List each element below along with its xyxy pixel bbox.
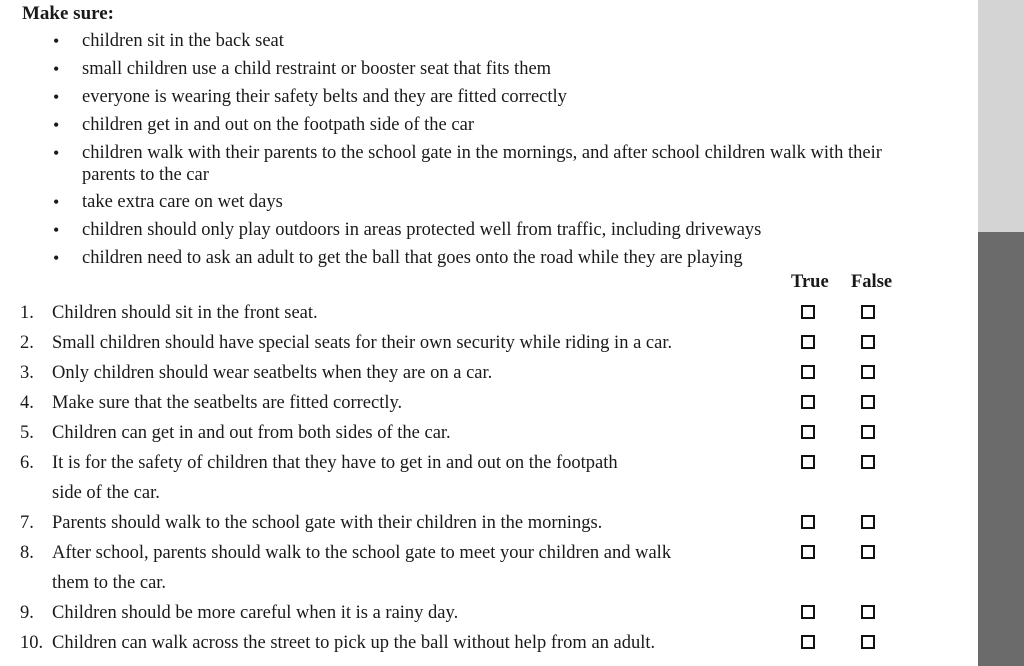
question-text: Children can get in and out from both sides of the car. (52, 423, 451, 443)
question-text-continued: side of the car. (52, 483, 160, 503)
question-text-continued: them to the car. (52, 573, 167, 593)
bullet-item: • everyone is wearing their safety belts and they are fitted correctly (82, 86, 932, 108)
question-number: 8. (20, 543, 34, 563)
false-checkbox[interactable] (861, 395, 875, 409)
question-text: Parents should walk to the school gate with their children in the mornings. (52, 513, 603, 533)
question-number: 3. (20, 363, 34, 383)
question-text: Children should be more careful when it is a rainy day. (52, 603, 459, 623)
false-checkbox[interactable] (861, 335, 875, 349)
bullet-item: • children walk with their parents to the school gate in the mornings, and after school children walk with their parents to the car (82, 142, 932, 186)
true-checkbox[interactable] (801, 425, 815, 439)
true-checkbox[interactable] (801, 395, 815, 409)
false-checkbox[interactable] (861, 365, 875, 379)
bullet-item: • children should only play outdoors in areas protected well from traffic, including driveways (82, 219, 932, 241)
false-checkbox[interactable] (861, 305, 875, 319)
false-checkbox[interactable] (861, 545, 875, 559)
false-checkbox[interactable] (861, 425, 875, 439)
false-column-header: False (851, 272, 893, 292)
page-heading: Make sure: (22, 3, 114, 24)
false-checkbox[interactable] (861, 635, 875, 649)
true-column-header: True (791, 272, 829, 292)
true-checkbox[interactable] (801, 335, 815, 349)
false-checkbox[interactable] (861, 605, 875, 619)
question-text: Children can walk across the street to pick up the ball without help from an adult. (52, 633, 656, 653)
true-checkbox[interactable] (801, 455, 815, 469)
vertical-scrollbar[interactable] (978, 0, 1024, 666)
bullet-item: • small children use a child restraint or booster seat that fits them (82, 58, 932, 80)
bullet-item: • children get in and out on the footpath side of the car (82, 114, 932, 136)
question-number: 2. (20, 333, 34, 353)
question-number: 7. (20, 513, 34, 533)
question-text: Make sure that the seatbelts are fitted correctly. (52, 393, 403, 413)
false-checkbox[interactable] (861, 515, 875, 529)
bullet-item: • children sit in the back seat (82, 30, 932, 52)
question-number: 1. (20, 303, 34, 323)
question-text: Only children should wear seatbelts when they are on a car. (52, 363, 493, 383)
question-number: 10. (20, 633, 44, 653)
true-checkbox[interactable] (801, 365, 815, 379)
question-text: Small children should have special seats for their own security while riding in a car. (52, 333, 673, 353)
scrollbar-thumb[interactable] (978, 232, 1024, 666)
true-checkbox[interactable] (801, 635, 815, 649)
bullet-item: • take extra care on wet days (82, 191, 932, 213)
question-number: 5. (20, 423, 34, 443)
question-text: After school, parents should walk to the school gate to meet your children and walk (52, 543, 672, 563)
question-text: It is for the safety of children that they have to get in and out on the footpath (52, 453, 618, 473)
question-number: 6. (20, 453, 34, 473)
true-checkbox[interactable] (801, 545, 815, 559)
true-checkbox[interactable] (801, 305, 815, 319)
question-text: Children should sit in the front seat. (52, 303, 318, 323)
true-checkbox[interactable] (801, 515, 815, 529)
question-number: 9. (20, 603, 34, 623)
false-checkbox[interactable] (861, 455, 875, 469)
bullet-item: • children need to ask an adult to get the ball that goes onto the road while they are playing (82, 247, 932, 269)
question-number: 4. (20, 393, 34, 413)
true-checkbox[interactable] (801, 605, 815, 619)
